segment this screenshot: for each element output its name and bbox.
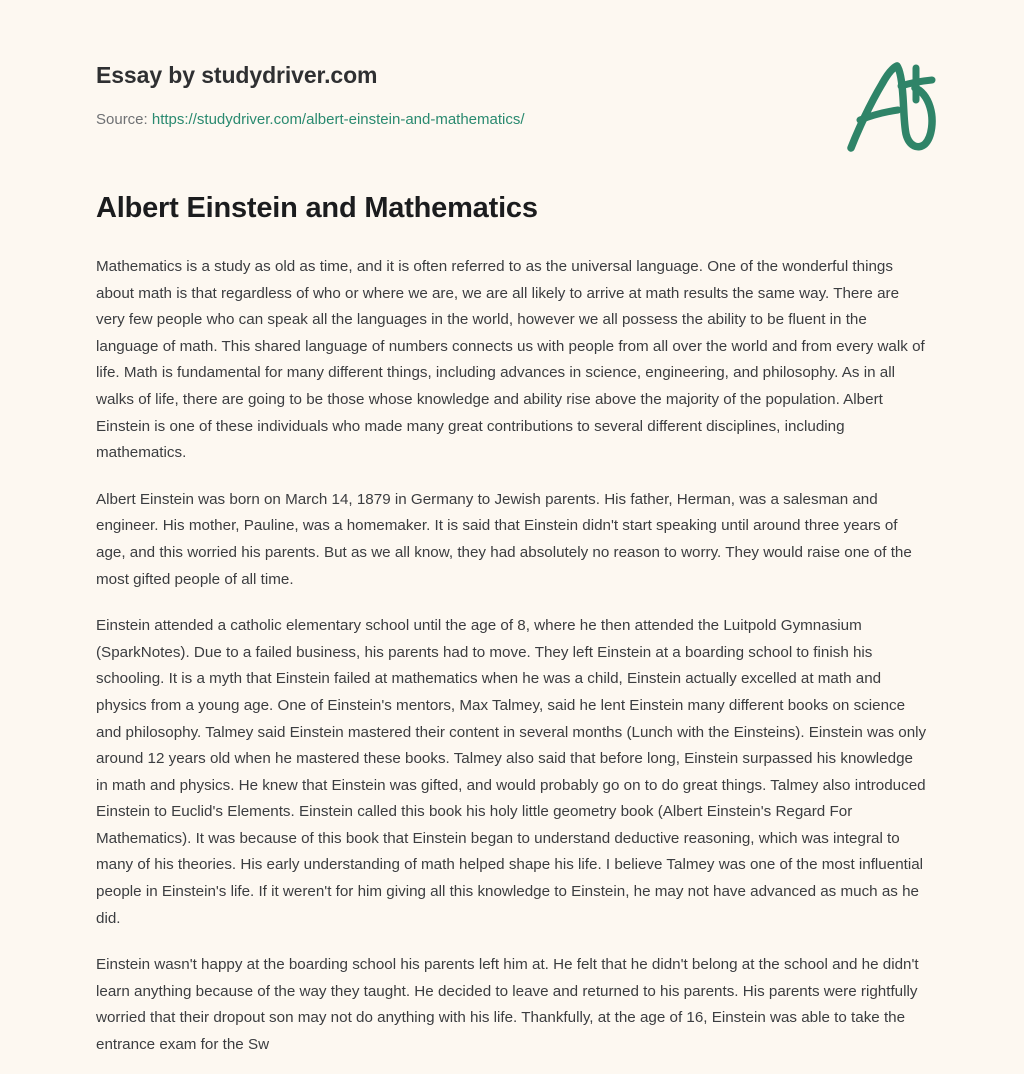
- page-header: [0, 0, 1024, 190]
- paragraph: Albert Einstein was born on March 14, 1879 in Germany to Jewish parents. His father, Herman, was a salesman and engineer. His mother, Pauline, was a homemaker. It is said that Einstein didn't start speaking until around three years of age, and this worried his parents. But as we all know, they had absolutely no reason to worry. They would raise one of the most gifted people of all time.: [96, 490, 912, 588]
- article-body: [96, 254, 928, 1059]
- source-url-link[interactable]: https://studydriver.com/albert-einstein-and-mathematics/: [151, 111, 525, 128]
- article-container: [0, 190, 1024, 1059]
- paragraph: Mathematics is a study as old as time, and it is often referred to as the universal language. One of the wonderful things about math is that regardless of who or where we are, we are all likely to arrive at math results the same way. There are very few people who can speak all the languages in the world, however we all possess the ability to be fluent in the language of math. This shared language of numbers connects us with people from all over the world and from every walk of life. Math is fundamental for many different things, including advances in science, engineering, and philosophy. As in all walks of life, there are going to be those whose knowledge and ability rise above the majority of the population. Albert Einstein is one of these individuals who made many great contributions to several different disciplines, including mathematics.: [96, 258, 925, 462]
- page-title: Albert Einstein and Mathematics: [96, 192, 538, 224]
- essay-byline: Essay by studydriver.com: [96, 62, 378, 88]
- source-line: [96, 110, 928, 130]
- a-plus-logo-icon: [832, 52, 952, 162]
- paragraph: Einstein wasn't happy at the boarding school his parents left him at. He felt that he didn't belong at the school and he didn't learn anything because of the way they taught. He decided to leave and returned to his parents. His parents were rightfully worried that their dropout son may not do anything with his life. Thankfully, at the age of 16, Einstein was able to take the entrance exam for the Sw: [96, 956, 919, 1054]
- source-label: Source:: [96, 111, 152, 128]
- studydriver-logo: [832, 52, 952, 162]
- paragraph: Einstein attended a catholic elementary school until the age of 8, where he then attended the Luitpold Gymnasium (SparkNotes). Due to a failed business, his parents had to move. They left Einstein at a boarding school to finish his schooling. It is a myth that Einstein failed at mathematics when he was a child, Einstein actually excelled at math and physics from a young age. One of Einstein's mentors, Max Talmey, said he lent Einstein many different books on science and philosophy. Talmey said Einstein mastered their content in several months (Lunch with the Einsteins). Einstein was only around 12 years old when he mastered these books. Talmey also said that before long, Einstein surpassed his knowledge in math and physics. He knew that Einstein was gifted, and would probably go on to do great things. Talmey also introduced Einstein to Euclid's Elements. Einstein called this book his holy little geometry book (Albert Einstein's Regard For Mathematics). It was because of this book that Einstein began to understand deductive reasoning, which was integral to many of his theories. His early understanding of math helped shape his life. I believe Talmey was one of the most influential people in Einstein's life. If it weren't for him giving all this knowledge to Einstein, he may not have advanced as much as he did.: [96, 617, 927, 927]
